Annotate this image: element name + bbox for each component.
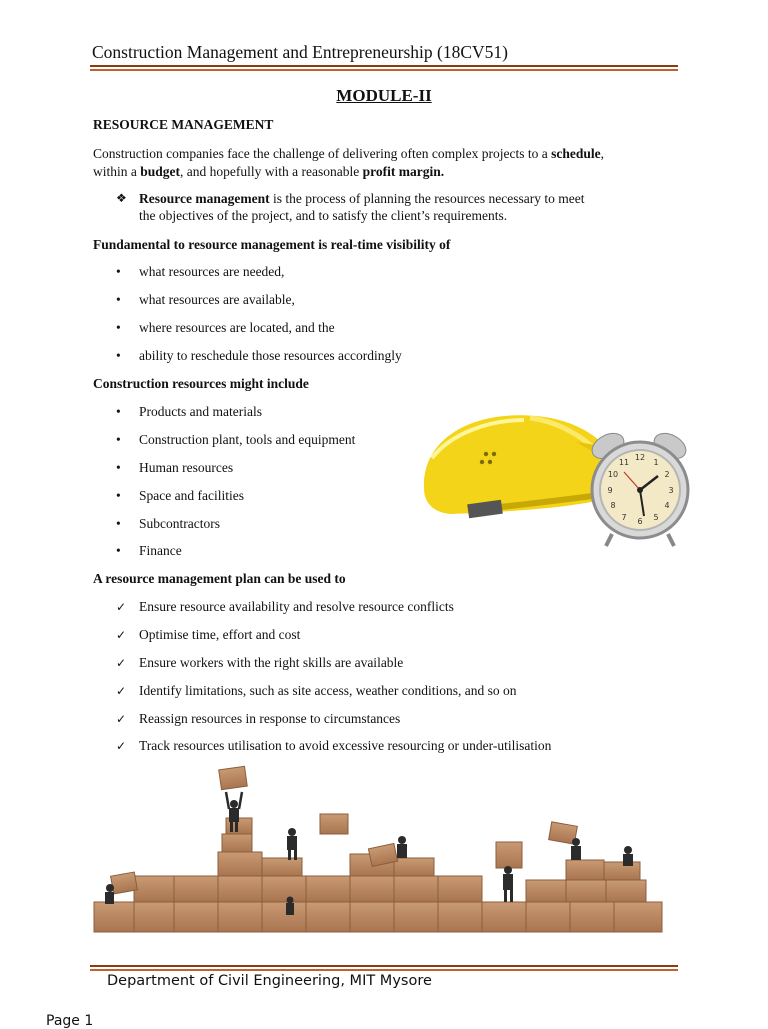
check-icon: ✓ [116, 684, 127, 698]
svg-text:4: 4 [664, 501, 670, 510]
bullet-icon: • [116, 488, 121, 503]
bullet-icon: • [116, 320, 121, 335]
svg-text:3: 3 [668, 486, 674, 495]
svg-text:12: 12 [634, 453, 646, 462]
check-icon: ✓ [116, 628, 127, 642]
list-item: • what resources are available, [116, 292, 295, 307]
page-number: Page 1 [46, 1013, 94, 1029]
bullet-icon: • [116, 432, 121, 447]
bullet-icon: • [116, 543, 121, 558]
definition-item: ❖ Resource management is the process of planning the resources necessary to meet the objectives of the project, and to satisfy the client’s requirements. [116, 191, 585, 223]
svg-text:1: 1 [653, 458, 659, 467]
checklist-item: ✓ Identify limitations, such as site access, weather conditions, and so on [116, 683, 517, 698]
checklist-item: ✓ Track resources utilisation to avoid excessive resourcing or under-utilisation [116, 738, 552, 753]
svg-text:11: 11 [618, 458, 630, 467]
check-icon: ✓ [116, 656, 127, 670]
svg-text:9: 9 [607, 486, 613, 495]
svg-text:5: 5 [653, 513, 659, 522]
page-header-title: Construction Management and Entrepreneurship (18CV51) [92, 42, 509, 62]
list-item: • Products and materials [116, 404, 262, 419]
list-item: • Construction plant, tools and equipment [116, 432, 356, 447]
list-item: • Human resources [116, 460, 234, 475]
svg-text:10: 10 [607, 470, 619, 479]
checklist-item: ✓ Ensure resource availability and resolve resource conflicts [116, 599, 454, 614]
footer-text: Department of Civil Engineering, MIT Mysore [107, 973, 432, 989]
checklist-item: ✓ Reassign resources in response to circumstances [116, 711, 401, 726]
check-icon: ✓ [116, 600, 127, 614]
section-heading-visibility: Fundamental to resource management is real-time visibility of [93, 237, 451, 252]
checklist-item: ✓ Ensure workers with the right skills are available [116, 655, 404, 670]
definition-term: Resource management [139, 191, 270, 206]
intro-paragraph: Construction companies face the challenge of delivering often complex projects to a schedule, within a budget, and hopefully with a reasonable profit margin. [93, 146, 604, 179]
helmet-clock-icon [412, 402, 698, 548]
bullet-icon: • [116, 404, 121, 419]
svg-text:6: 6 [637, 517, 643, 526]
header-rule-bottom [90, 69, 678, 71]
module-title: MODULE-II [336, 86, 432, 105]
list-item: • Space and facilities [116, 488, 244, 503]
svg-text:7: 7 [621, 513, 627, 522]
check-icon: ✓ [116, 739, 127, 753]
list-item: • where resources are located, and the [116, 320, 335, 335]
bullet-icon: • [116, 460, 121, 475]
header-rule-top [90, 65, 678, 67]
list-item: • Subcontractors [116, 516, 220, 531]
bullet-icon: • [116, 348, 121, 363]
section-heading-resources: Construction resources might include [93, 376, 309, 391]
section-heading-plan: A resource management plan can be used to [93, 571, 346, 586]
list-item: • what resources are needed, [116, 264, 285, 279]
bullet-icon: • [116, 264, 121, 279]
boxes-workers-icon [88, 762, 672, 940]
bullet-icon: • [116, 292, 121, 307]
svg-text:8: 8 [610, 501, 616, 510]
list-item: • ability to reschedule those resources accordingly [116, 348, 402, 363]
svg-text:2: 2 [664, 470, 670, 479]
footer-rule-bottom [90, 969, 678, 971]
section-heading-resource-management: RESOURCE MANAGEMENT [93, 117, 274, 132]
checklist-item: ✓ Optimise time, effort and cost [116, 627, 301, 642]
footer-rule-top [90, 965, 678, 967]
bullet-icon: • [116, 516, 121, 531]
check-icon: ✓ [116, 712, 127, 726]
list-item: • Finance [116, 543, 182, 558]
diamond-bullet-icon: ❖ [116, 191, 127, 205]
